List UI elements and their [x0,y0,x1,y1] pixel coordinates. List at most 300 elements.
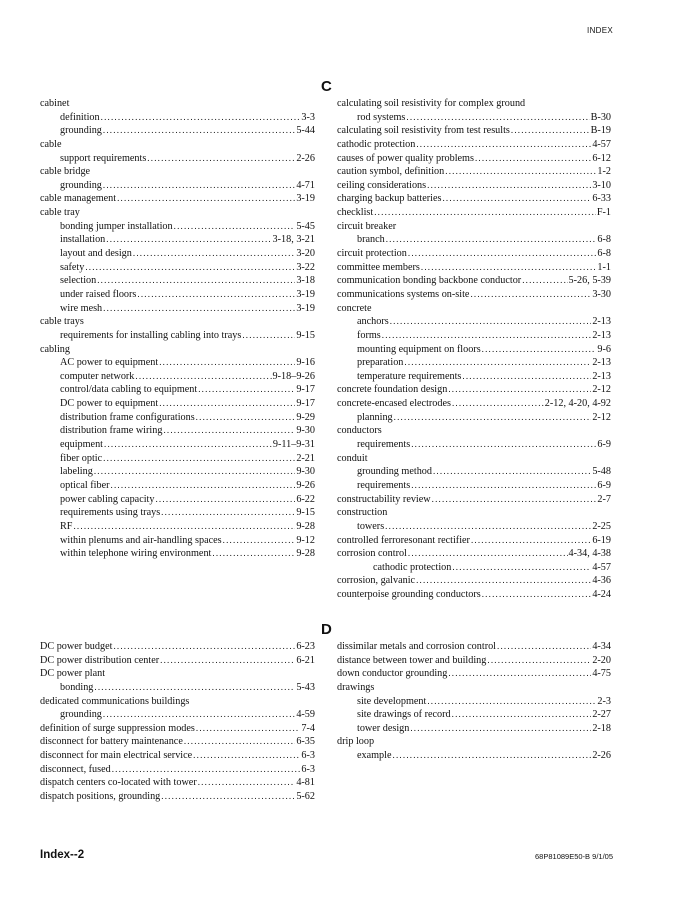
dot-leader [408,247,597,261]
index-entry [337,206,611,220]
index-entry [40,735,315,749]
index-term: control/data cabling to equipment [60,384,198,396]
index-page-ref: 3-22 [296,261,315,273]
index-page-ref: 9-28 [296,520,315,532]
index-term: circuit breaker [337,220,397,232]
index-term: caution symbol, definition [337,166,445,178]
index-entry [40,547,315,561]
index-term: under raised floors [60,288,137,300]
dot-leader [432,493,597,507]
index-page-ref: 3-18 [296,275,315,287]
index-term: preparation [357,357,404,369]
index-term: circuit protection [337,248,407,260]
index-entry [337,654,611,668]
dot-leader [386,233,597,247]
index-entry [40,261,315,275]
index-term: planning [357,411,393,423]
index-entry [337,247,611,261]
index-entry [337,574,611,588]
index-entry [337,233,611,247]
index-term: rod systems [357,111,406,123]
index-page-ref: 4-75 [592,668,611,680]
index-page-ref: 9-18–9-26 [272,370,315,382]
index-term: tower design [357,722,410,734]
dot-leader [522,274,567,288]
index-term: site drawings of record [357,709,451,721]
index-entry [337,261,611,275]
section-letter-c: C [321,78,332,95]
index-entry [40,329,315,343]
page-number: Index--2 [40,849,85,861]
index-entry [337,220,611,234]
dot-leader [487,654,591,668]
index-term: causes of power quality problems [337,152,474,164]
index-entry [40,370,315,384]
index-page-ref: 7-4 [301,722,315,734]
dot-leader [462,370,591,384]
index-entry [337,329,611,343]
dot-leader [427,695,596,709]
dot-leader [103,452,295,466]
index-entry [40,220,315,234]
index-term: optical fiber [60,479,110,491]
index-term: construction [337,507,388,519]
index-term: requirements [357,439,411,451]
index-term: committee members [337,261,420,273]
index-page-ref: 4-57 [592,138,611,150]
index-term: equipment [60,439,104,451]
index-term: concrete-encased electrodes [337,398,451,410]
index-term: dispatch centers co-located with tower [40,777,197,789]
index-entry [337,708,611,722]
index-entry [337,681,611,695]
index-page-ref: 2-13 [592,370,611,382]
index-entry [337,424,611,438]
index-term: definition [60,111,100,123]
index-page-ref: 6-8 [597,248,611,260]
dot-leader [404,356,591,370]
index-term: RF [60,520,73,532]
index-page-ref: 3-20 [296,248,315,260]
index-term: cable [40,138,62,150]
running-header: INDEX [587,26,613,35]
index-entry [40,749,315,763]
index-entry [40,124,315,138]
index-entry [337,722,611,736]
index-entry [337,438,611,452]
index-page-ref: 6-33 [592,193,611,205]
dot-leader [448,383,591,397]
index-term: communication bonding backbone conductor [337,275,522,287]
index-term: definition of surge suppression modes [40,722,195,734]
index-page-ref: 2-26 [592,750,611,762]
dot-leader [103,708,295,722]
index-page-ref: 2-20 [592,654,611,666]
index-page-ref: 2-13 [592,357,611,369]
dot-leader [135,370,271,384]
index-entry [337,288,611,302]
index-entry [337,356,611,370]
index-term: cable tray [40,207,80,219]
index-term: within telephone wiring environment [60,548,212,560]
dot-leader [482,343,597,357]
index-term: mounting equipment on floors [357,343,481,355]
index-entry [337,640,611,654]
dot-leader [452,561,591,575]
dot-leader [193,749,300,763]
index-term: dedicated communications buildings [40,695,190,707]
dot-leader [184,735,295,749]
index-column-c-right [337,97,611,602]
dot-leader [111,479,296,493]
dot-leader [174,220,296,234]
index-entry [337,152,611,166]
index-entry [40,708,315,722]
index-page-ref: 3-3 [301,111,315,123]
dot-leader [103,179,295,193]
index-term: selection [60,275,97,287]
index-entry [40,479,315,493]
index-term: counterpoise grounding conductors [337,589,481,601]
dot-leader [416,138,591,152]
index-term: temperature requirements [357,370,462,382]
index-entry [40,681,315,695]
index-entry [40,152,315,166]
dot-leader [497,640,591,654]
index-page-ref: 9-30 [296,425,315,437]
index-term: support requirements [60,152,147,164]
index-page-ref: 2-12, 4-20, 4-92 [544,398,611,410]
index-page-ref: 6-8 [597,234,611,246]
index-page-ref: 9-6 [597,343,611,355]
index-entry [337,192,611,206]
index-entry [40,763,315,777]
index-term: requirements using trays [60,507,161,519]
index-entry [337,465,611,479]
index-term: bonding jumper installation [60,220,173,232]
index-term: concrete [337,302,372,314]
dot-leader [103,124,295,138]
index-page-ref: 5-44 [296,125,315,137]
dot-leader [161,790,295,804]
index-term: conductors [337,425,382,437]
dot-leader [408,547,568,561]
index-term: grounding [60,709,102,721]
index-page-ref: 4-36 [592,575,611,587]
index-term: within plenums and air-handling spaces [60,534,222,546]
dot-leader [97,274,295,288]
index-page-ref: 9-17 [296,398,315,410]
index-page-ref: 6-21 [296,654,315,666]
index-page-ref: 2-13 [592,329,611,341]
dot-leader [442,192,591,206]
index-page-ref: 1-2 [597,166,611,178]
index-page-ref: 3-19 [296,193,315,205]
index-term: disconnect for main electrical service [40,750,193,762]
index-entry [40,776,315,790]
index-page-ref: 9-11–9-31 [272,439,315,451]
dot-leader [198,776,296,790]
index-entry [40,424,315,438]
index-entry [40,383,315,397]
index-page-ref: 5-26, 5-39 [568,275,611,287]
index-entry [337,695,611,709]
index-page-ref: 5-62 [296,791,315,803]
index-entry [337,506,611,520]
dot-leader [159,397,295,411]
index-page-ref: 3-10 [592,179,611,191]
index-page-ref: 2-18 [592,722,611,734]
index-entry [337,452,611,466]
index-term: disconnect for battery maintenance [40,736,183,748]
dot-leader [452,708,592,722]
index-entry [40,493,315,507]
index-term: ceiling considerations [337,179,427,191]
index-term: distribution frame configurations [60,411,195,423]
document-id: 68P81089E50-B 9/1/05 [535,852,613,861]
index-term: concrete foundation design [337,384,448,396]
index-term: calculating soil resistivity from test results [337,125,510,137]
index-term: controlled ferroresonant rectifier [337,534,470,546]
dot-leader [452,397,544,411]
index-term: cable management [40,193,117,205]
index-entry [40,506,315,520]
index-term: bonding [60,681,94,693]
index-page-ref: 2-26 [296,152,315,164]
dot-leader [470,288,591,302]
index-entry [40,302,315,316]
dot-leader [445,165,596,179]
index-page-ref: 4-59 [296,709,315,721]
index-term: forms [357,329,381,341]
index-page-ref: 2-21 [296,452,315,464]
index-term: power cabling capacity [60,493,155,505]
index-entry [40,397,315,411]
index-term: anchors [357,316,389,328]
index-entry [40,206,315,220]
index-entry [40,111,315,125]
dot-leader [133,247,295,261]
dot-leader [427,179,591,193]
index-entry [40,520,315,534]
index-page-ref: 9-29 [296,411,315,423]
index-term: corrosion, galvanic [337,575,416,587]
index-page-ref: 2-25 [592,520,611,532]
index-page-ref: 3-19 [296,288,315,300]
index-entry [337,138,611,152]
index-term: cabling [40,343,70,355]
index-page-ref: 2-12 [592,411,611,423]
index-term: cable trays [40,316,84,328]
index-term: constructability review [337,493,431,505]
index-term: safety [60,261,85,273]
index-term: calculating soil resistivity for complex ground [337,98,526,109]
index-entry [337,547,611,561]
index-page-ref: 2-3 [597,695,611,707]
index-page-ref: 6-35 [296,736,315,748]
index-page-ref: 2-27 [592,709,611,721]
index-page-ref: 2-7 [597,493,611,505]
index-page-ref: 6-9 [597,479,611,491]
dot-leader [385,520,591,534]
index-entry [337,534,611,548]
dot-leader [382,329,592,343]
dot-leader [117,192,295,206]
index-term: cathodic protection [337,138,416,150]
dot-leader [393,749,592,763]
index-term: fiber optic [60,452,103,464]
index-page-ref: 9-16 [296,357,315,369]
index-column-d-right [337,640,611,763]
dot-leader [406,111,589,125]
index-entry [337,274,611,288]
index-term: communications systems on-site [337,288,470,300]
index-page-ref: 5-43 [296,681,315,693]
index-term: site development [357,695,427,707]
index-page-ref: 2-12 [592,384,611,396]
index-page-ref: 6-3 [301,763,315,775]
index-entry [337,179,611,193]
dot-leader [471,534,591,548]
index-entry [337,302,611,316]
index-page-ref: 3-19 [296,302,315,314]
dot-leader [161,506,295,520]
index-page-ref: 4-24 [592,589,611,601]
index-page-ref: 6-22 [296,493,315,505]
index-entry [40,165,315,179]
index-term: cathodic protection [373,561,452,573]
dot-leader [163,424,295,438]
index-term: towers [357,520,385,532]
index-entry [40,465,315,479]
index-term: installation [60,234,106,246]
dot-leader [85,261,295,275]
index-entry [40,247,315,261]
index-page-ref: 4-71 [296,179,315,191]
index-page-ref: 9-15 [296,329,315,341]
dot-leader [410,722,591,736]
index-term: DC power plant [40,668,106,680]
index-page-ref: B-30 [590,111,611,123]
index-entry [337,520,611,534]
dot-leader [212,547,295,561]
index-entry [337,397,611,411]
index-page-ref: 4-34 [592,641,611,652]
index-entry [337,667,611,681]
index-page-ref: 3-18, 3-21 [272,234,315,246]
index-term: cable bridge [40,166,91,178]
index-term: grounding [60,179,102,191]
index-page-ref: 6-3 [301,750,315,762]
index-term: branch [357,234,385,246]
dot-leader [137,288,295,302]
dot-leader [448,667,591,681]
index-page-ref: 5-45 [296,220,315,232]
dot-leader [196,722,301,736]
index-term: wire mesh [60,302,103,314]
index-entry [40,790,315,804]
index-term: drawings [337,681,375,693]
index-entry [40,667,315,681]
dot-leader [160,654,295,668]
dot-leader [374,206,596,220]
dot-leader [394,411,592,425]
index-term: grounding method [357,466,432,478]
dot-leader [113,640,295,654]
index-term: distribution frame wiring [60,425,163,437]
dot-leader [73,520,295,534]
index-entry [337,588,611,602]
index-entry [337,749,611,763]
index-page-ref: 5-48 [592,466,611,478]
index-entry [40,640,315,654]
index-page-ref: 4-57 [592,561,611,573]
index-page-ref: F-1 [596,207,611,219]
index-column-d-left [40,640,315,804]
index-page-ref: 6-12 [592,152,611,164]
index-entry [337,479,611,493]
dot-leader [112,763,301,777]
index-term: requirements [357,479,411,491]
index-entry [40,534,315,548]
index-term: drip loop [337,736,375,748]
index-entry [337,124,611,138]
index-term: example [357,750,392,762]
index-entry [40,97,315,111]
index-entry [40,233,315,247]
dot-leader [511,124,590,138]
index-entry [40,288,315,302]
dot-leader [103,302,295,316]
section-letter-d: D [321,621,332,638]
dot-leader [147,152,295,166]
index-term: DC power distribution center [40,654,160,666]
dot-leader [94,465,295,479]
index-term: grounding [60,125,102,137]
index-entry [40,274,315,288]
index-term: checklist [337,207,374,219]
index-entry [40,722,315,736]
index-page-ref: 9-26 [296,479,315,491]
index-entry [40,452,315,466]
index-term: distance between tower and building [337,654,487,666]
index-term: charging backup batteries [337,193,442,205]
index-page-ref: 9-28 [296,548,315,560]
index-page-ref: 9-17 [296,384,315,396]
index-page-ref: 4-34, 4-38 [568,548,611,560]
dot-leader [416,574,591,588]
index-term: corrosion control [337,548,407,560]
index-entry [40,192,315,206]
index-entry [40,179,315,193]
index-page-ref: 9-30 [296,466,315,478]
dot-leader [433,465,591,479]
index-column-c-left [40,97,315,561]
index-page-ref: 6-23 [296,641,315,652]
dot-leader [242,329,295,343]
index-entry [337,493,611,507]
index-page-ref: 2-13 [592,316,611,328]
dot-leader [475,152,591,166]
index-term: dispatch positions, grounding [40,791,161,803]
index-term: requirements for installing cabling into trays [60,329,242,341]
index-entry [337,411,611,425]
index-page-ref: 9-15 [296,507,315,519]
dot-leader [198,383,295,397]
index-entry [40,695,315,709]
index-page-ref: 6-19 [592,534,611,546]
index-entry [40,438,315,452]
